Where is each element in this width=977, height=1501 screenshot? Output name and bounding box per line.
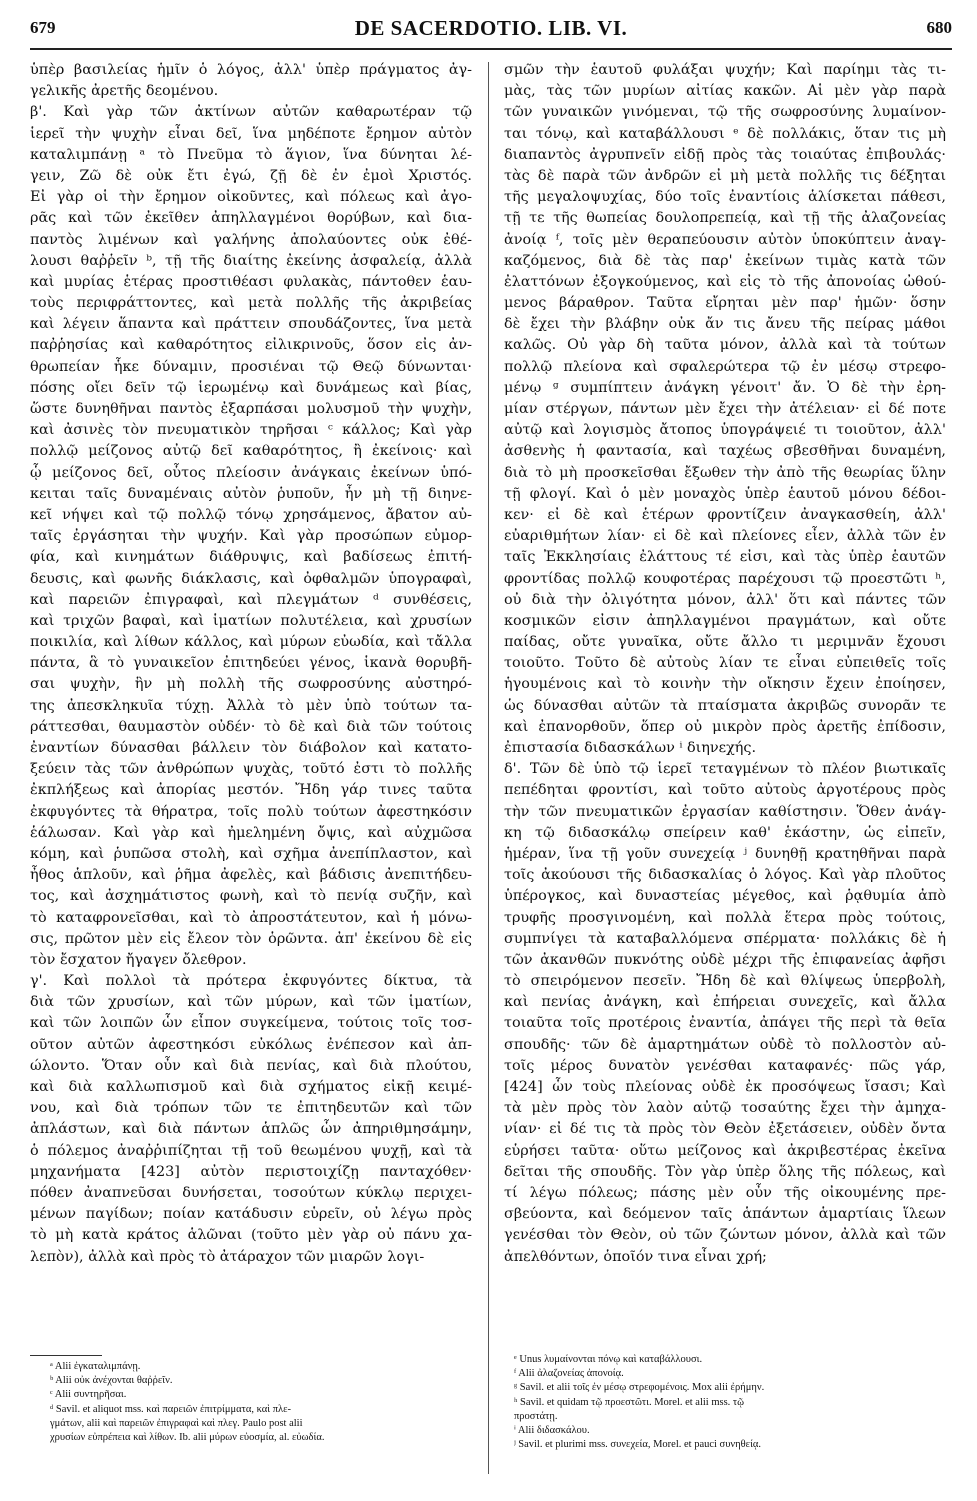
text-line: ὡς δύνασθαι αὐτῶν τὰ πταίσματα ἀκριβῶς συνορᾶν τε xyxy=(504,697,946,714)
text-line: καὶ ἐπανορθοῦν, ὅπερ οὐ μικρὸν πρὸς ἀρετῆς ἐπίδοσιν, xyxy=(504,718,946,735)
text-line: σμῶν τὴν ἑαυτοῦ φυλάξαι ψυχήν; Καὶ παρίημι τὰς τι- xyxy=(504,62,946,78)
text-line: διὰ τὸ μὴ προσκεῖσθαι ἔξωθεν τὴν ἀπὸ τῆς θεωρίας ὕλην xyxy=(504,464,946,481)
text-line: ράττεσθαι, θαυμαστὸν οὐδέν· τὸ δὲ καὶ διὰ τῶν τούτοις xyxy=(30,718,472,735)
text-line: διαπαντὸς ἀγρυπνεῖν εἰδῇ πρὸς τὰς τοιαύτας ἐπιβουλάς· xyxy=(504,146,946,163)
text-line: ᵇ Alii οὐκ ἀνέχονται θαῤῥεῖν. xyxy=(50,1375,173,1387)
text-line: ᵃ Alii ἐγκαταλιμπάνῃ. xyxy=(50,1361,141,1372)
text-line: καὶ μυρίας ἑτέρας προστιθέασι φυλακὰς, πάντοθεν ἑαυ- xyxy=(30,273,472,290)
text-line: ᵉ Unus λυμαίνονται πόνῳ καὶ καταβάλλουσι. xyxy=(514,1354,703,1365)
text-line: ἀσθενὴς ἡ φαντασία, καὶ ταχέως σβεσθῆναι δυναμένη, xyxy=(504,443,946,460)
text-line: τὴν τῶν πνευματικῶν ἐργασίαν καθίστησιν. Ὅθεν ἀνάγ- xyxy=(504,803,946,820)
text-line: ἀνοίᾳ ᶠ, τοῖς μὲν θεραπεύουσιν αὐτὸν ὑποκύπτειν ἀναγ- xyxy=(504,231,946,248)
text-line: μενος βάραθρον. Ταῦτα εἴρηται μὲν παρ' ἡμῶν· ὅσην xyxy=(504,295,946,312)
text-line: γμάτων, alii καὶ παρειῶν ἐπιγραφαὶ καὶ πλεγ. Paulo post alii xyxy=(50,1417,303,1429)
text-line: φία, καὶ κινημάτων διάθρυψις, καὶ βαδίσεως ἐπιτή- xyxy=(30,549,472,566)
text-line: γειν, Ζῶ δὲ οὐκ ἔτι ἐγώ, ζῇ δὲ ἐν ἐμοὶ Χριστός. xyxy=(30,167,472,184)
text-line: καὶ τριχῶν βαφαὶ, καὶ ἱματίων πολυτέλεια, καὶ χρυσίων xyxy=(30,612,472,629)
text-line: ἑάλωσαν. Καὶ γὰρ καὶ ἠμελημένη ὄψις, καὶ αὐχμῶσα xyxy=(30,824,472,841)
text-line: νου, καὶ διὰ τρόπων τῶν τε ἐπιτηδευτῶν καὶ τῶν xyxy=(30,1100,472,1117)
text-line: τὰ μὲν πρὸς τὸν λαὸν αὐτῷ τοσαύτης ἔχει τὴν ἀμηχα- xyxy=(504,1100,946,1117)
text-line: προστάτῃ. xyxy=(514,1410,558,1422)
text-line: ἡγουμένοις καὶ τὸ κοινὴν τὴν οἴκησιν ἔχειν ἐποίησεν, xyxy=(504,676,946,693)
text-line: ὥστε δυνηθῆναι παντὸς ἐξαρπάσαι μολυσμοῦ τὴν ψυχὴν, xyxy=(30,401,472,417)
text-line: [424] ὧν τοὺς πλείονας οὐδὲ ἐκ προσόψεως ἴσασι; Καὶ xyxy=(504,1079,946,1095)
text-line: γ'. Καὶ πολλοὶ τὰ πρότερα ἐκφυγόντες δίκτυα, τὰ xyxy=(30,973,472,990)
text-line: ᶠ Alii ἀλαζονείας ἀπονοίᾳ. xyxy=(514,1368,624,1380)
text-line: τῇ τε τῆς θωπείας δουλοπρεπείᾳ, καὶ τῇ τῆς ἀλαζονείας xyxy=(504,210,946,227)
text-line: λουσι θαῤῥεῖν ᵇ, τῇ τῆς διαίτης ἐκείνης ἀσφαλείᾳ, ἀλλὰ xyxy=(30,252,472,269)
text-line: ἱερεῖ τὴν ψυχὴν εἶναι δεῖ, ἵνα μηδέποτε ἔρημον αὐτὸν xyxy=(30,125,472,142)
text-line: ὁ πόλεμος ἀναῤῥιπίζηται τῇ τοῦ θεωμένου ψυχῇ, καὶ τὰ xyxy=(30,1142,472,1159)
text-line: ρᾶς καὶ τῶν ἐκεῖθεν ἀπηλλαγμένοι θορύβων, καὶ δια- xyxy=(30,210,472,227)
text-line: πάντα, ἃ τὸ γυναικεῖον ἐπιτηδεύει γένος, ἱκανὰ θορυβῆ- xyxy=(30,655,472,672)
text-line: ξεύειν τὰς τῶν ἀνθρώπων ψυχὰς, τοῦτό ἐστι τὸ πολλῆς xyxy=(30,761,472,778)
text-line: ⁱ Alii διδασκάλου. xyxy=(514,1425,590,1437)
text-line: β'. Καὶ γὰρ τῶν ἀκτίνων αὐτῶν καθαρωτέραν τῷ xyxy=(30,104,472,121)
text-line: εὐαριθμήτων λίαν· εἰ δὲ καὶ πλείονες εἶεν, ἀλλὰ τῶν ἐν xyxy=(504,528,946,545)
text-line: τοὺς περιφράττοντες, καὶ μετὰ πολλῆς τῆς ἀκριβείας xyxy=(30,295,472,312)
text-line: καταλιμπάνῃ ᵃ τὸ Πνεῦμα τὸ ἅγιον, ἵνα δύνηται λέ- xyxy=(30,146,472,163)
text-line: κεῖ νήψει καὶ τῷ πολλῷ τόνῳ χρησάμενος, ἄβατον αὐ- xyxy=(30,506,472,523)
text-line: της ἀπεσκληκυῖα τύχῃ. Ἀλλὰ τὸ μὲν ὑπὸ τούτων τα- xyxy=(30,697,472,714)
text-line: ἐναντίων δύνασθαι βάλλειν τὸν διάβολον καὶ κατατο- xyxy=(30,740,472,756)
text-line: τος, καὶ ἀσχημάτιστος φωνὴ, καὶ τὸ πενίᾳ συζῆν, καὶ xyxy=(30,888,472,905)
text-line: τρυφῆς προσγινομένη, καὶ πολλὰ ἕτερα πρὸς τούτοις, xyxy=(504,909,946,926)
text-line: τὸ μὴ κατὰ κράτος ἁλῶναι (τοῦτο μὲν γὰρ οὐ πάνυ χα- xyxy=(30,1227,472,1244)
footnotes-left xyxy=(50,1360,470,1445)
text-line: ἦθος ἁπλοῦν, καὶ ῥῆμα ἀφελὲς, καὶ βάδισις ἀνεπιτήδευ- xyxy=(30,867,472,884)
text-line: πολλῷ μείζονος αὐτῷ δεῖ καθαρότητος, ἢ ἐκείνοις· καὶ xyxy=(30,443,472,460)
text-line: καὶ διὰ καλλωπισμοῦ καὶ διὰ σχήματος εἰκῇ κειμέ- xyxy=(30,1079,472,1095)
text-line: ἡμέραν, ἵνα τῇ γοῦν συνεχείᾳ ʲ δυνηθῇ κρατηθῆναι παρὰ xyxy=(504,845,946,862)
text-line: ὑπὲρ βασιλείας ἡμῖν ὁ λόγος, ἀλλ' ὑπὲρ πράγματος ἀγ- xyxy=(30,62,472,78)
text-line: ἀπελθόντων, ὁποῖόν τινα εἶναι χρή; xyxy=(504,1248,767,1265)
text-line: τῶν ἀκανθῶν πυκνότης οὐδὲ μέχρι τῆς ἐπιφανείας ἀφῆσι xyxy=(504,951,946,968)
text-line: τί λέγω πόλεως; πάσης μὲν οὖν τῆς οἰκουμένης πρε- xyxy=(504,1184,946,1201)
text-line: καὶ πενίας ἀνάγκη, καὶ ἐπήρειαι συνεχεῖς, καὶ ἄλλα xyxy=(504,994,946,1011)
text-line: εὑρήσει ταῦτα· οὕτω μείζονος καὶ ἀκριβεστέρας ἐκεῖνα xyxy=(504,1142,946,1159)
text-line: λεπὸν), ἀλλὰ καὶ πρὸς τὸ ἀτάραχον τῶν μιαρῶν λογι- xyxy=(30,1248,425,1265)
text-line: ἐλαττόνων ἐξογκούμενος, καὶ εἰς τὸ τῆς ἀπονοίας ὠθού- xyxy=(504,273,946,290)
running-title: DE SACERDOTIO. LIB. VI. xyxy=(354,16,628,40)
text-line: πεπέδηται φροντίσι, καὶ τοῦτο αὐτοὺς ἀργοτέρους πρὸς xyxy=(504,782,946,799)
text-line: τῆς μεγαλοψυχίας, δύο τοῖς ἐναντίοις ἁλίσκεται πάθεσι, xyxy=(504,189,946,206)
text-line: τῶν γυναικῶν γινόμεναι, τῷ τῆς σωφροσύνης λυμαίνον- xyxy=(504,104,946,121)
text-line: ᵍ Savil. et alii τοῖς ἐν μέσῳ στρεφομένοις. Mox alii ἐρήμην. xyxy=(514,1382,765,1394)
text-line: μίαν στέργων, πάντων μὲν ἔχει τὴν ἀτέλειαν· εἰ δέ ποτε xyxy=(504,401,946,417)
text-line: διὰ τῶν χρυσίων, καὶ τῶν μύρων, καὶ τῶν ἱματίων, xyxy=(30,994,472,1011)
text-line: μένων παγίδων; ποίαν κατάδυσιν εὑρεῖν, οὐ λέγω πρὸς xyxy=(30,1206,472,1223)
text-line: ἐκπλήξεως καὶ ἀπορίας μεστόν. Ἤδη γάρ τινες ταῦτα xyxy=(30,782,472,799)
text-line: παντὸς λιμένων καὶ γαλήνης ἀπολαύοντες οὐκ ἐθέ- xyxy=(30,231,472,248)
text-line: παῤῥησίας καὶ καθαρότητος εἰλικρινοῦς, ὅσον εἰς ἀν- xyxy=(30,337,472,354)
page-number-left: 679 xyxy=(30,18,56,37)
text-line: τοιαῦτα τοῖς προτέροις ἐναντία, ἀπάγει τῆς περὶ τὰ θεῖα xyxy=(504,1015,946,1032)
text-line: ἐπιστασία διδασκάλων ⁱ διηνεχής. xyxy=(504,740,757,756)
text-line: ταῖς ἐργάσηται τὴν ψυχήν. Καὶ γὰρ προσώπων εὐμορ- xyxy=(30,528,472,545)
text-line: ᵈ Savil. et aliquot mss. καὶ παρειῶν ἐπιτρίμματα, καὶ πλε- xyxy=(50,1403,292,1415)
text-line: ται τόνῳ, καὶ καταβάλλουσι ᵉ δὲ πολλάκις, ὅταν τις μὴ xyxy=(504,125,946,142)
text-line: αὐτῷ καὶ λογισμὸς ἄτοπος ὑπογράψειέ τι τοιοῦτον, ἀλλ' xyxy=(504,422,946,439)
text-line: καζόμενος, διὰ δὲ τὰς παρ' ἐκείνων τιμὰς κατὰ τῶν xyxy=(504,252,946,269)
text-line: τοιοῦτο. Τοῦτο δὲ αὐτοὺς λίαν τε εἶναι εὐπειθεῖς τοῖς xyxy=(504,655,946,672)
text-line: τοῖς ἀκούουσι τῆς διδασκαλίας ὁ λόγος. Καὶ γὰρ πλοῦτος xyxy=(504,867,946,884)
text-line: τὸ σπειρόμενον πεσεῖν. Ἤδη δὲ καὶ θλίψεως ὑπερβολὴ, xyxy=(504,973,946,990)
text-line: φροντίδας πολλῷ κουφοτέρας παρέχουσι τῷ προεστῶτι ʰ, xyxy=(504,570,946,587)
text-line: κοσμικῶν εἰσιν ἀπηλλαγμένοι πραγμάτων, καὶ οὔτε xyxy=(504,612,946,629)
text-line: μηχανήματα [423] αὐτὸν περιστοιχίζῃ πανταχόθεν· xyxy=(30,1163,472,1180)
text-line: τῇ φλογί. Καὶ ὁ μὲν μοναχὸς ὑπὲρ ἑαυτοῦ μόνου δέδοι- xyxy=(504,485,946,502)
page-header xyxy=(30,8,952,48)
text-line: δεῖται τῆς σπουδῆς. Τὸν γὰρ ὑπὲρ ὅλης τῆς πόλεως, καὶ xyxy=(504,1163,946,1180)
text-line: πόθεν ἀναπνεῦσαι δυνήσεται, τοσούτων κύκλῳ περιχει- xyxy=(30,1184,472,1201)
text-line: ποικιλία, καὶ λίθων κάλλος, καὶ μύρων εὐωδία, καὶ τἄλλα xyxy=(30,634,472,651)
page-number-right: 680 xyxy=(926,18,952,37)
text-line: δὲ ἔχει τὴν βλάβην οὐκ ἄν τις ἄνευ τῆς πείρας μάθοι xyxy=(504,316,946,333)
text-line: κη τῷ διδασκάλῳ σπείρειν καθ' ἑκάστην, ὡς εἰπεῖν, xyxy=(504,824,946,841)
text-line: τὰς δὲ παρὰ τῶν ἀνδρῶν εἰ μὴ μετὰ πολλῆς τις δέξηται xyxy=(504,167,946,184)
text-line: δευσις, καὶ φωνῆς διάκλασις, καὶ ὀφθαλμῶν ὑπογραφαὶ, xyxy=(30,570,472,587)
text-line: ἀπλάστων, καὶ διὰ πάντων ἁπλῶς ὧν ἀπηριθμησάμην, xyxy=(30,1121,472,1138)
text-line: ὑπέρογκος, καὶ δυναστείας μέγεθος, καὶ ῥᾳθυμία ἀπὸ xyxy=(504,888,946,905)
text-line: δ'. Τῶν δὲ ὑπὸ τῷ ἱερεῖ τεταγμένων τὸ πλέον βιωτικαῖς xyxy=(504,761,946,778)
text-line: οῦτον αὐτῶν ἀφεστηκόσι εὐκόλως ἐνέπεσον καὶ ἀπ- xyxy=(30,1036,472,1053)
header-rule xyxy=(30,48,952,50)
text-line: καὶ λέγειν ἅπαντα καὶ πράττειν σπουδάζοντες, ἵνα μετὰ xyxy=(30,316,472,333)
text-line: ώλοντο. Ὅταν οὖν καὶ διὰ πενίας, καὶ διὰ πλούτου, xyxy=(30,1057,472,1074)
text-line: σαι ψυχὴν, ἣν μὴ πολλὴ τῆς σωφροσύνης αὐστηρό- xyxy=(30,676,472,693)
text-line: νίαν· εἰ δέ τις τὰ πρὸς τὸν Θεὸν ἐξετάσειεν, οὐδὲν ὄντα xyxy=(504,1121,946,1138)
text-line: μένῳ ᵍ συμπίπτειν ἀνάγκη γένοιτ' ἄν. Ὁ δὲ τὴν ἐρη- xyxy=(504,379,946,396)
text-line: καὶ τῶν λοιπῶν ὧν εἶπον συγκείμενα, τούτοις τοῖς τοσ- xyxy=(30,1015,472,1032)
text-line: Εἰ γὰρ οἱ τὴν ἔρημον οἰκοῦντες, καὶ πόλεως καὶ ἀγο- xyxy=(30,189,472,206)
text-line: καὶ παρειῶν ἐπιγραφαὶ, καὶ πλεγμάτων ᵈ συνθέσεις, xyxy=(30,591,472,608)
text-line: μὰς, τὰς τῶν μυρίων αἰτίας κακῶν. Αἱ μὲν γὰρ παρὰ xyxy=(504,83,946,100)
footnote-rule xyxy=(30,1355,102,1356)
text-line: ἐκφυγόντες τὰ θήρατρα, τοῖς πολὺ τούτων ἀφεστηκόσιν xyxy=(30,803,472,820)
text-line: τὸν ἔσχατον ἤγαγεν ὄλεθρον. xyxy=(30,951,247,968)
text-line: τοῖς μέρος δυνατὸν γενέσθαι καταφανές· πῶς γάρ, xyxy=(504,1057,946,1074)
text-line: κόμη, καὶ ῥυπῶσα στολὴ, καὶ σχῆμα ἀνεπίπλαστον, καὶ xyxy=(30,845,472,862)
column-divider xyxy=(488,62,489,1474)
text-line: ᶜ Alii συντηρῆσαι. xyxy=(50,1389,127,1401)
text-line: πολλῷ πλείονα καὶ σφαλερώτερα τῷ ἐν μέσῳ στρεφο- xyxy=(504,358,946,375)
text-line: ᾧ μείζονος δεῖ, οὗτος πλείοσιν ἀνάγκαις ἐκείνων ὑπό- xyxy=(30,464,472,481)
text-line: καλῶς. Οὐ γὰρ δὴ ταῦτα μόνον, ἀλλὰ καὶ τὰ τούτων xyxy=(504,337,946,354)
left-text-column xyxy=(30,60,472,1268)
text-line: σβεύοντα, καὶ δεόμενον ταῖς ἁπάντων ἁμαρτίαις ἵλεων xyxy=(504,1206,946,1223)
text-line: κειται ταῖς δυναμέναις αὐτὸν ῥυποῦν, ἦν μὴ τῇ διηνε- xyxy=(30,485,472,502)
text-line: παίδας, οὔτε γυναῖκα, οὔτε ἄλλο τι μεριμνᾶν ἔχουσι xyxy=(504,634,946,651)
text-line: συμπνίγει τὰ καταβαλλόμενα σπέρματα· πολλάκις δὲ ἡ xyxy=(504,930,946,947)
text-line: σπουδῆς· τῶν δὲ ἁμαρτημάτων οὐδὲ τὸ πολλοστὸν αὐ- xyxy=(504,1036,946,1053)
text-line: ʲ Savil. et plurimi mss. συνεχεία, Morel. et pauci συνηθείᾳ. xyxy=(514,1439,762,1451)
text-line: τὸ καταφρονεῖσθαι, καὶ τὸ ἀπροστάτευτον, καὶ ἡ μόνω- xyxy=(30,909,472,926)
text-line: θρωπείαν ἧκε δύναμιν, προσιέναι τῷ Θεῷ δύνωνται· xyxy=(30,358,472,375)
text-line: καὶ ἀσινὲς τὸν πνευματικὸν τηρῆσαι ᶜ κάλλος; Καὶ γὰρ xyxy=(30,422,472,439)
text-line: σις, πρῶτον μὲν εἰς ἔλεον τὸν ὁρῶντα. ἀπ' ἐκείνου δὲ εἰς xyxy=(30,930,472,947)
text-line: γελικῆς ἀρετῆς δεομένου. xyxy=(30,83,219,100)
right-text-column xyxy=(504,60,946,1268)
text-line: χρυσίων εὐπρέπεια καὶ λίθων. Ib. alii μύρων εὐοσμία, al. εὐωδία. xyxy=(50,1432,325,1444)
text-line: πόσης οἴει δεῖν τῷ ἱερωμένῳ καὶ δυνάμεως καὶ βίας, xyxy=(30,379,472,396)
text-line: κεν· εἰ δὲ καὶ ἑτέρων φροντίζειν ἀναγκασθείη, ἀλλ' xyxy=(504,506,946,523)
text-line: ʰ Savil. et quidam τῷ προεστῶτι. Morel. et alii mss. τῷ xyxy=(514,1396,745,1408)
text-line: γενέσθαι τὸν Θεὸν, οὐ τῶν ζώντων μόνον, ἀλλὰ καὶ τῶν xyxy=(504,1227,946,1244)
text-line: οὐ διὰ τὴν ὀλιγότητα μόνον, ἀλλ' ὅτι καὶ πάντες τῶν xyxy=(504,591,946,608)
text-line: ταῖς Ἐκκλησίαις ἐλάττους τέ εἰσι, καὶ τὰς ὑπὲρ ἑαυτῶν xyxy=(504,549,946,566)
footnotes-right xyxy=(514,1353,944,1452)
